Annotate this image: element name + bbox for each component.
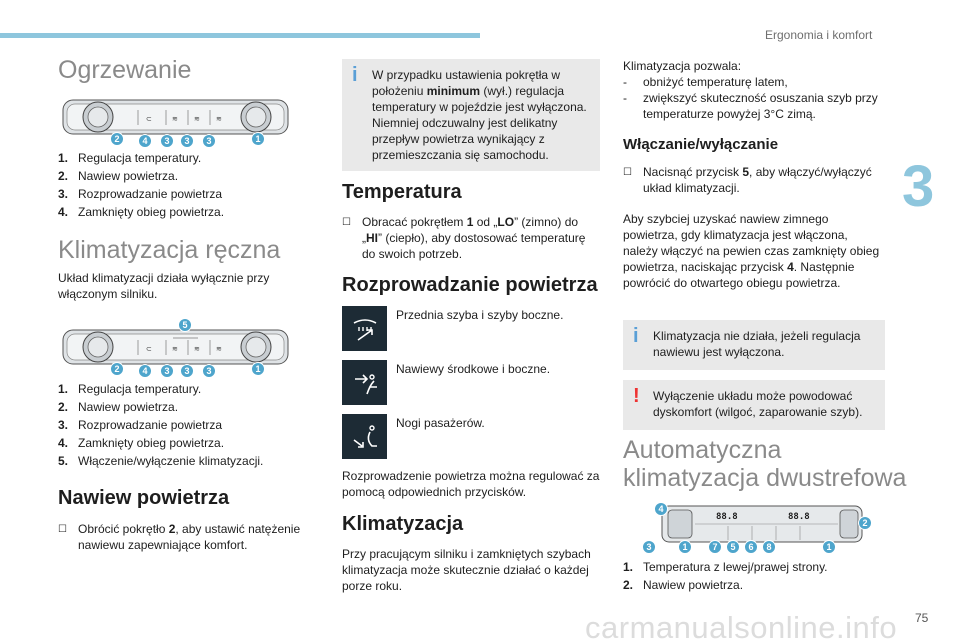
callout-badge: 1 [251,362,265,376]
callout-badge: 4 [138,134,152,148]
list-item: 5. Włączenie/wyłączenie klimatyzacji. [58,454,264,468]
ac-benefits-list [623,74,885,122]
left-temp-display: 88.8 [716,512,738,522]
list-item: 3. Rozprowadzanie powietrza [58,418,223,432]
manual-ac-panel-illustration [58,318,293,380]
callout-badge: 2 [110,132,124,146]
callout-badge: 2 [110,362,124,376]
warning-icon: ! [633,385,640,407]
svg-text:⊂: ⊂ [146,345,152,353]
heating-panel-illustration [58,92,293,150]
callout-badge: 6 [744,540,758,554]
section-title: Ergonomia i komfort [765,28,873,42]
info-note-text: W przypadku ustawienia pokrętła w położeniu minimum (wył.) regulacja temperatury w pojeździe jest wyłączona. Niemniej odczuwalny jest delikatny przepływ powietrza wynikający z przemieszczania się samochodu. [372,68,587,162]
mode-label-face: Nawiewy środkowe i boczne. [396,362,551,376]
mode-label-feet: Nogi pasażerów. [396,416,485,430]
heading-nawiew-powietrza: Nawiew powietrza [58,487,230,509]
callout-badge: 4 [138,364,152,378]
right-temp-display: 88.8 [788,512,810,522]
manual-ac-intro: Układ klimatyzacji działa wyłącznie przy włączonym silniku. [58,271,270,301]
heading-rozprowadzanie: Rozprowadzanie powietrza [342,274,598,296]
svg-text:⊂: ⊂ [146,115,152,123]
list-item: - obniżyć temperaturę latem, [623,75,788,89]
list-item: 2. Nawiew powietrza. [58,400,179,414]
callout-badge: 3 [180,134,194,148]
list-item: - zwiększyć skuteczność osuszania szyb przy temperaturze powyżej 3°C zimą. [623,91,878,121]
face-vent-glyph [350,368,380,398]
callout-badge: 5 [726,540,740,554]
heading-ogrzewanie: Ogrzewanie [58,56,192,84]
list-item: 3. Rozprowadzanie powietrza [58,187,223,201]
manual-ac-legend-list [58,382,303,472]
chapter-number: 3 [902,154,935,219]
ac-benefits-title: Klimatyzacja pozwala: [623,59,742,73]
callout-badge: 1 [678,540,692,554]
warning-note [623,380,885,430]
checkbox-bullet-icon: ☐ [58,524,67,535]
callout-badge: 3 [160,364,174,378]
callout-badge: 3 [160,134,174,148]
info-note-minimum [342,59,600,171]
callout-badge: 3 [202,364,216,378]
ac-description: Przy pracującym silniku i zamkniętych szybach klimatyzacja może skutecznie działać o każdej porze roku. [342,547,591,593]
info-icon: i [352,64,358,86]
callout-badge: 1 [251,132,265,146]
watermark: carmanualsonline.info [585,610,898,640]
checkbox-bullet-icon: ☐ [623,167,632,178]
fan-instruction-text: Obrócić pokrętło 2, aby ustawić natężenie nawiewu zapewniające komfort. [78,522,301,552]
auto-climate-panel-illustration [640,500,875,558]
recirculation-tip: Aby szybciej uzyskać nawiew zimnego powietrza, gdy klimatyzacja jest włączona, należy włączyć na pewien czas zamknięty obieg powietrza, naciskając przycisk 4. Następnie powrócić do otwartego obiegu powietrza. [623,212,880,290]
callout-badge: 1 [822,540,836,554]
svg-text:≋: ≋ [194,115,200,123]
list-item: 1. Regulacja temperatury. [58,151,202,165]
info-icon: i [633,325,639,347]
face-vent-icon [342,360,387,405]
mode-label-windshield: Przednia szyba i szyby boczne. [396,308,564,322]
list-item: 4. Zamknięty obieg powietrza. [58,205,225,219]
warning-note-text: Wyłączenie układu może powodować dyskomfort (wilgoć, zaparowanie szyb). [653,389,863,419]
list-item: 2. Nawiew powietrza. [623,578,744,592]
list-item: 1. Temperatura z lewej/prawej strony. [623,560,828,574]
windshield-defrost-icon [342,306,387,351]
svg-text:≋: ≋ [172,345,178,353]
temperature-instruction-text: Obracać pokrętłem 1 od „LO” (zimno) do „HI” (ciepło), aby dostosować temperaturę do swoich potrzeb. [362,215,586,261]
heading-klimatyzacja: Klimatyzacja [342,513,464,535]
callout-badge: 3 [180,364,194,378]
foot-vent-icon [342,414,387,459]
callout-badge: 2 [858,516,872,530]
svg-text:≋: ≋ [194,345,200,353]
heading-klimatyzacja-reczna: Klimatyzacja ręczna [58,236,281,264]
auto-climate-legend-list [623,560,885,596]
checkbox-bullet-icon: ☐ [342,217,351,228]
list-item: 4. Zamknięty obieg powietrza. [58,436,225,450]
info-note-fan-off [623,320,885,370]
callout-badge: 8 [762,540,776,554]
windshield-defrost-glyph [350,314,380,344]
heading-wlaczanie: Włączanie/wyłączanie [623,136,779,153]
callout-badge: 4 [654,502,668,516]
callout-badge: 5 [178,318,192,332]
list-item: 2. Nawiew powietrza. [58,169,179,183]
foot-vent-glyph [350,422,380,452]
temperature-instruction [342,214,600,262]
header-accent-bar [0,33,480,38]
callout-badge: 7 [708,540,722,554]
info-note-fan-off-text: Klimatyzacja nie działa, jeżeli regulacja nawiewu jest wyłączona. [653,329,861,359]
heading-auto-climate: Automatyczna klimatyzacja dwustrefowa [623,436,907,492]
svg-text:≋: ≋ [216,115,222,123]
distribution-footer: Rozprowadzenie powietrza można regulować za pomocą odpowiednich przycisków. [342,469,600,499]
onoff-instruction-text: Nacisnąć przycisk 5, aby włączyć/wyłączyć układ klimatyzacji. [643,165,872,195]
svg-text:≋: ≋ [216,345,222,353]
svg-text:≋: ≋ [172,115,178,123]
fan-instruction [58,521,303,553]
callout-badge: 3 [202,134,216,148]
callout-badge: 3 [642,540,656,554]
heating-legend-list [58,151,303,223]
page-number: 75 [915,611,929,625]
list-item: 1. Regulacja temperatury. [58,382,202,396]
heading-temperatura: Temperatura [342,181,462,203]
onoff-instruction [623,164,885,196]
